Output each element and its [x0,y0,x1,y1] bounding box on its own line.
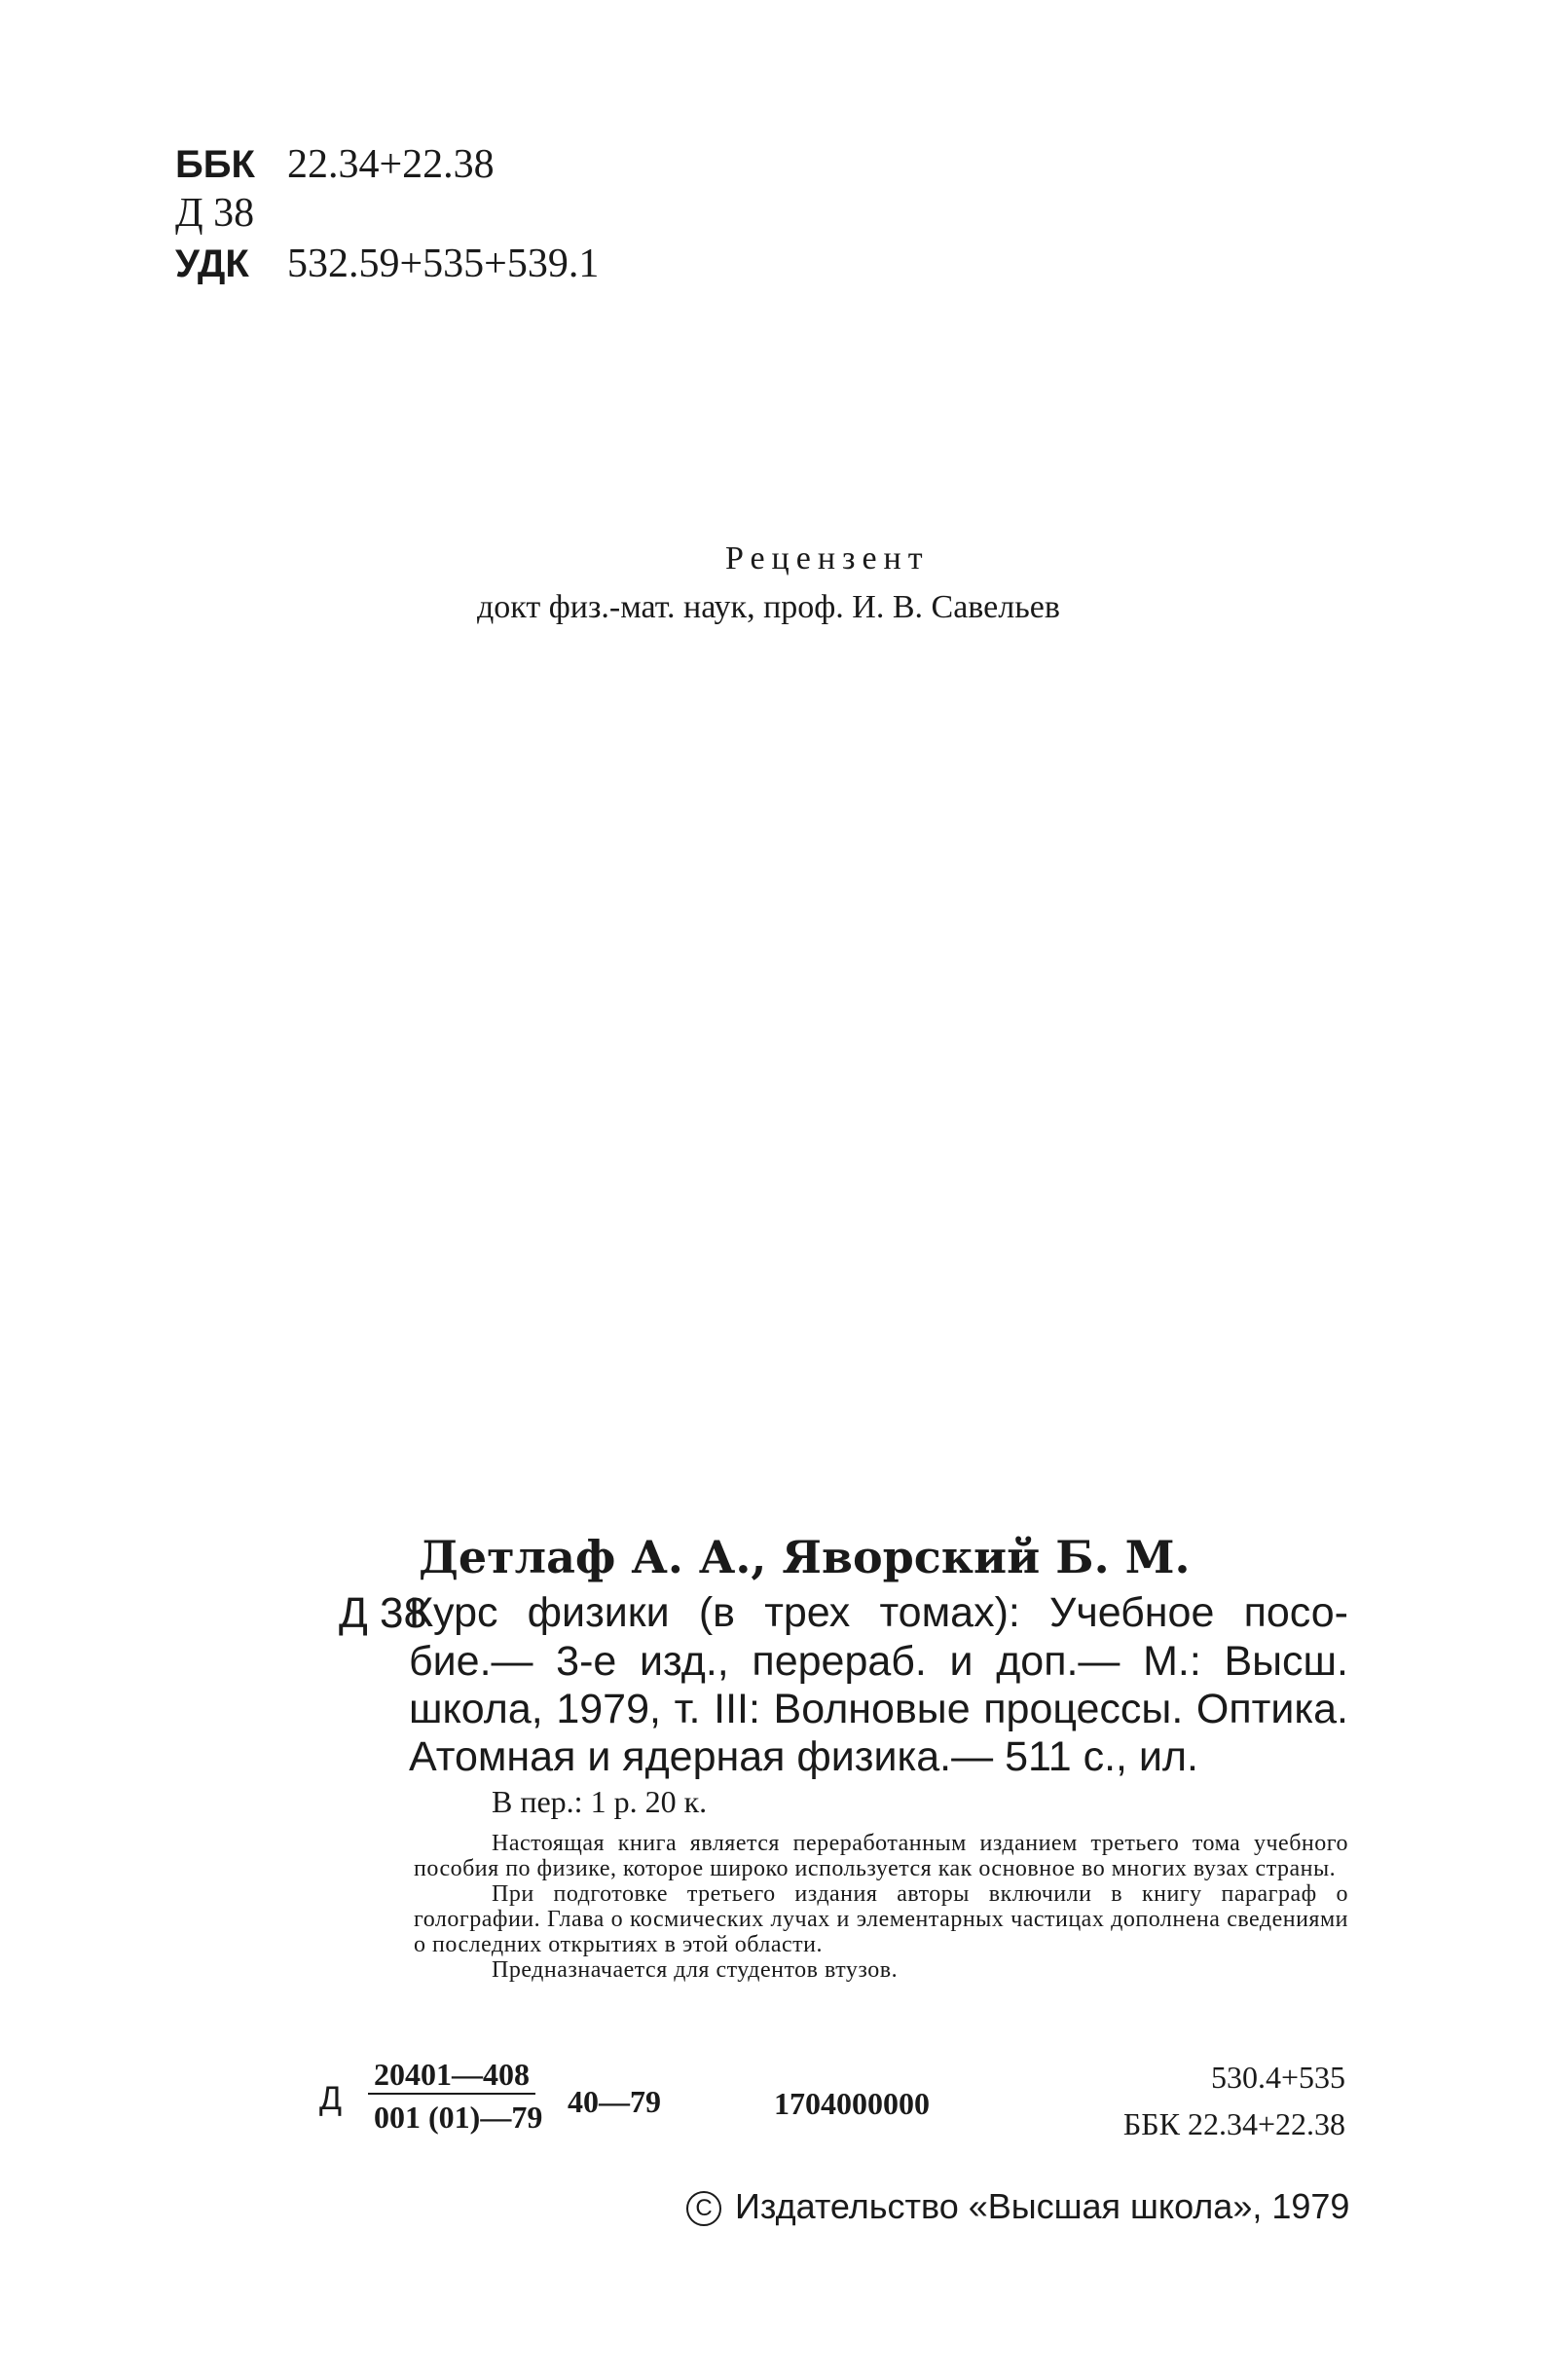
code-denominator: 001 (01)—79 [374,2100,543,2135]
price: В пер.: 1 р. 20 к. [492,1784,708,1819]
code-suffix: 40—79 [568,2084,661,2119]
isbn-code: 1704000000 [774,2086,930,2121]
annotation [414,1831,1348,1983]
bbk-key: ББК [175,143,255,186]
authors: Детлаф А. А., Яворский Б. М. [419,1531,1191,1583]
annotation-paragraph: Настоящая книга является переработанным изданием третьего тома учебного пособия по физике, которое широко используется как основное во многих вузах страны. [414,1831,1348,1881]
bbk-line [175,144,495,185]
author-mark: Д 38 [175,191,255,236]
reviewer-title: Рецензент [725,540,930,576]
code-letter: Д [319,2080,343,2117]
entry-code: Д 38 [339,1589,427,1637]
bbk-code: ББК 22.34+22.38 [1122,2106,1345,2141]
bbk-value: 22.34+22.38 [287,142,495,187]
entry-line: бие.— 3-е изд., перераб. и доп.— М.: Высш. [409,1638,1348,1685]
copyright [686,2186,1349,2227]
udc-code: 530.4+535 [1210,2060,1345,2095]
udc-line [175,243,599,284]
annotation-paragraph: Предназначается для студентов втузов. [492,1957,899,1983]
reviewer-name: докт физ.-мат. наук, проф. И. В. Савельев [477,589,1060,625]
udc-key: УДК [175,242,249,285]
author-mark-line [175,193,254,234]
code-numerator: 20401—408 [368,2057,535,2095]
udc-value: 532.59+535+539.1 [287,242,600,286]
copyright-text: Издательство «Высшая школа», 1979 [735,2186,1350,2226]
copyright-icon: C [686,2191,721,2226]
annotation-paragraph: При подготовке третьего издания авторы включили в книгу параграф о голографии. Глава о космических лучах и элементарных частицах дополнена сведениями о последних открытиях в этой области. [414,1881,1348,1957]
entry-line: школа, 1979, т. III: Волновые процессы. Оптика. [409,1686,1348,1732]
entry-line: Атомная и ядерная физика.— 511 с., ил. [409,1733,1198,1780]
entry-line: Курс физики (в трех томах): Учебное посо- [409,1589,1348,1636]
